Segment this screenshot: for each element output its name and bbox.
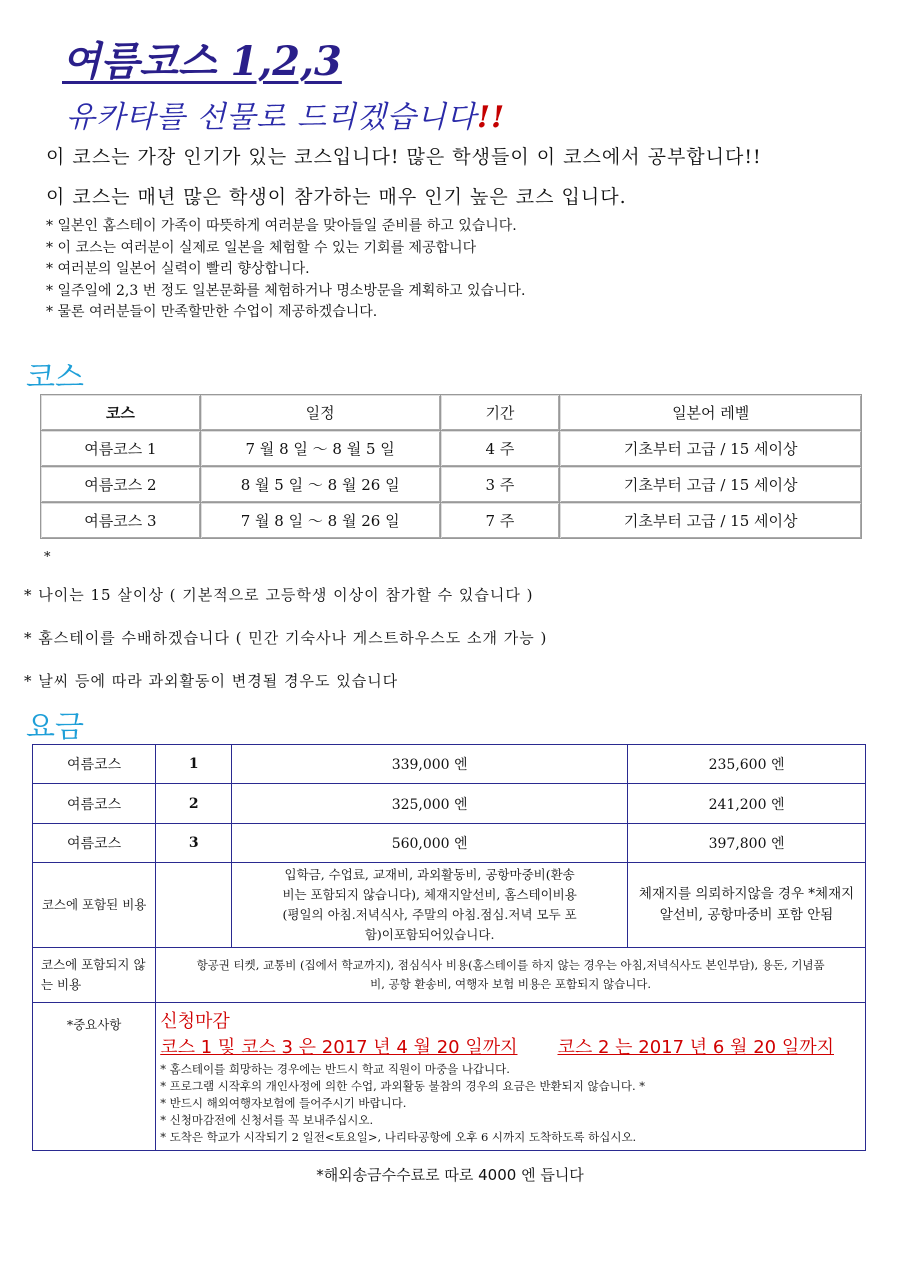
course-cell: 여름코스 3 (41, 503, 201, 539)
table-row (41, 431, 862, 467)
subtitle-text: 유카타를 선물로 드리겠습니다 (66, 100, 477, 135)
table-row (33, 863, 866, 948)
course-heading: 코스 (26, 360, 84, 395)
table-row (33, 784, 866, 824)
deadline-course-2: 코스 2 는 2017 년 6 월 20 일까지 (557, 1037, 834, 1058)
course-note: * 날씨 등에 따라 과외활동이 변경될 경우도 있습니다 (24, 672, 399, 690)
fee-cell: 397,800 엔 (628, 824, 866, 863)
subtitle-exclaim: !! (476, 100, 506, 135)
table-row (41, 503, 862, 539)
course-cell: 여름코스 (33, 745, 156, 784)
table-row (33, 1003, 866, 1151)
table-row (41, 467, 862, 503)
fee-table (32, 744, 866, 1151)
important-content-cell (156, 1003, 866, 1151)
schedule-cell: 7 월 8 일 ～ 8 월 5 일 (200, 431, 440, 467)
included-note-cell: 체재지를 의뢰하지않을 경우 *체재지 알선비, 공항마중비 포함 안됨 (628, 863, 866, 948)
course-cell: 여름코스 (33, 784, 156, 824)
course-note: * 나이는 15 살이상 ( 기본적으로 고등학생 이상이 참가할 수 있습니다 ) (24, 586, 534, 604)
list-item: * 신청마감전에 신청서를 꼭 보내주십시오. (160, 1113, 374, 1127)
list-item: * 일주일에 2,3 번 정도 일본문화를 체험하거나 명소방문을 계획하고 있습니다. (46, 282, 526, 299)
column-header: 기간 (440, 395, 560, 431)
course-cell: 여름코스 2 (41, 467, 201, 503)
fee-heading: 요금 (26, 710, 84, 745)
column-header: 일본어 레벨 (560, 395, 862, 431)
course-number-cell: 2 (156, 784, 232, 824)
duration-cell: 7 주 (440, 503, 560, 539)
deadline-dates (160, 1033, 861, 1059)
intro-bullets (46, 216, 526, 324)
table-row (33, 948, 866, 1003)
course-number-cell: 3 (156, 824, 232, 863)
included-label-cell: 코스에 포함된 비용 (33, 863, 156, 948)
table-row (33, 824, 866, 863)
course-cell: 여름코스 1 (41, 431, 201, 467)
excluded-label-cell: 코스에 포함되지 않는 비용 (33, 948, 156, 1003)
empty-cell (156, 863, 232, 948)
table-header-row (41, 395, 862, 431)
fee-cell: 241,200 엔 (628, 784, 866, 824)
fee-cell: 325,000 엔 (232, 784, 628, 824)
list-item: * 여러분의 일본어 실력이 빨리 향상합니다. (46, 261, 310, 277)
excluded-text-cell: 항공권 티켓, 교통비 (집에서 학교까지), 점심식사 비용(홈스테이를 하지 않는 경우는 아침,저녁식사도 본인부담), 용돈, 기념품비, 공항 환송비, 여행자 보험 비용은 포함되지 않습니다. (156, 948, 866, 1003)
duration-cell: 4 주 (440, 431, 560, 467)
list-item: * 프로그램 시작후의 개인사정에 의한 수업, 과외활동 불참의 경우의 요금은 반환되지 않습니다. * (160, 1079, 646, 1093)
course-note: * 홈스테이를 수배하겠습니다 ( 민간 기숙사나 게스트하우스도 소개 가능 ) (24, 629, 548, 647)
fee-cell: 560,000 엔 (232, 824, 628, 863)
column-header: 일정 (200, 395, 440, 431)
list-item: * 반드시 해외여행자보험에 들어주시기 바랍니다. (160, 1096, 407, 1110)
column-header: 코스 (41, 395, 201, 431)
fee-cell: 235,600 엔 (628, 745, 866, 784)
course-table (40, 394, 862, 539)
schedule-cell: 8 월 5 일 ～ 8 월 26 일 (200, 467, 440, 503)
list-item: * 이 코스는 여러분이 실제로 일본을 체험할 수 있는 기회를 제공합니다 (46, 239, 477, 256)
page-title: 여름코스 1,2,3 (62, 38, 342, 85)
duration-cell: 3 주 (440, 467, 560, 503)
table-footnote-asterisk: * (44, 550, 51, 565)
fee-cell: 339,000 엔 (232, 745, 628, 784)
level-cell: 기초부터 고급 / 15 세이상 (560, 431, 862, 467)
course-number-cell: 1 (156, 745, 232, 784)
footer-note: *해외송금수수료로 따로 4000 엔 듭니다 (316, 1166, 584, 1184)
important-label-cell: *중요사항 (33, 1003, 156, 1151)
list-item: * 홈스테이를 희망하는 경우에는 반드시 학교 직원이 마중을 나갑니다. (160, 1062, 510, 1076)
page-subtitle (66, 92, 505, 136)
level-cell: 기초부터 고급 / 15 세이상 (560, 467, 862, 503)
schedule-cell: 7 월 8 일 ～ 8 월 26 일 (200, 503, 440, 539)
list-item: * 물론 여러분들이 만족할만한 수업이 제공하겠습니다. (46, 304, 378, 320)
intro-line-2: 이 코스는 매년 많은 학생이 참가하는 매우 인기 높은 코스 입니다. (46, 186, 627, 208)
table-row (33, 745, 866, 784)
intro-line-1: 이 코스는 가장 인기가 있는 코스입니다! 많은 학생들이 이 코스에서 공부합니다!! (46, 146, 762, 168)
deadline-course-1-3: 코스 1 및 코스 3 은 2017 년 4 월 20 일까지 (160, 1037, 518, 1058)
deadline-title: 신청마감 (160, 1011, 230, 1032)
important-notes (160, 1061, 861, 1146)
level-cell: 기초부터 고급 / 15 세이상 (560, 503, 862, 539)
included-text-cell: 입학금, 수업료, 교재비, 과외활동비, 공항마중비(환송비는 포함되지 않습니다), 체재지알선비, 홈스테이비용 (평일의 아침.저녁식사, 주말의 아침.점심.저녁 모두 포함)이포함되어있습니다. (232, 863, 628, 948)
list-item: * 일본인 홈스테이 가족이 따뜻하게 여러분을 맞아들일 준비를 하고 있습니다. (46, 218, 517, 234)
course-cell: 여름코스 (33, 824, 156, 863)
list-item: * 도착은 학교가 시작되기 2 일전<토요일>, 나리타공항에 오후 6 시까지 도착하도록 하십시오. (160, 1130, 637, 1144)
